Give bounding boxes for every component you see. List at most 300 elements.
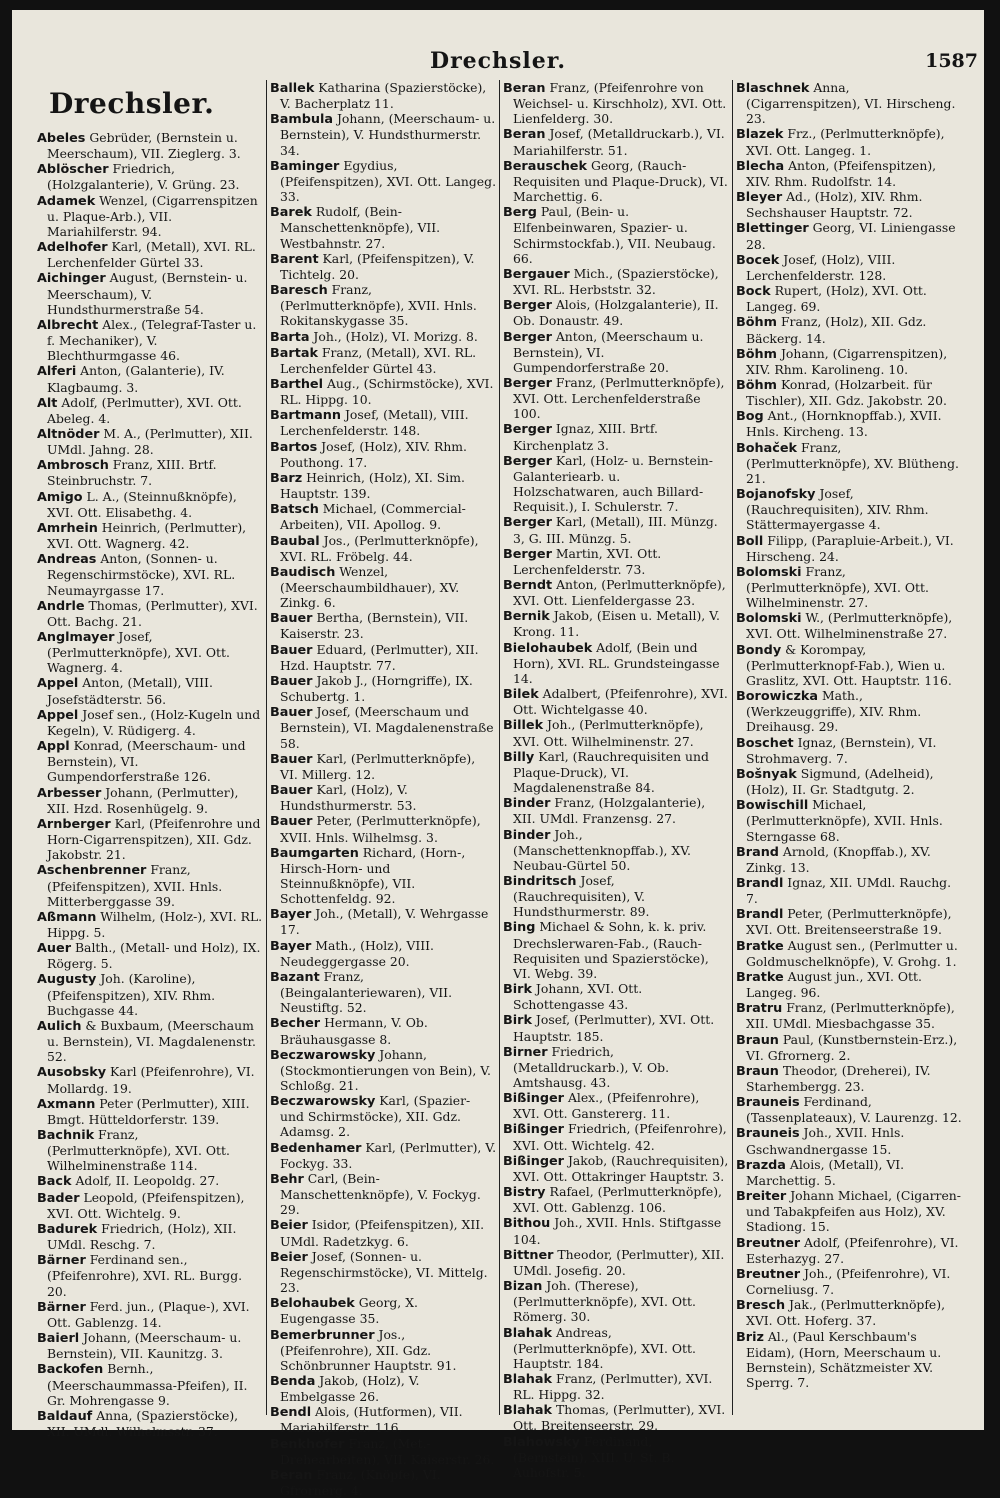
directory-entry (736, 875, 963, 906)
entry-details: Karl, (Metall), XVI. RL. Lerchenfelder Gürtel 33. (47, 239, 256, 271)
entry-details: Anton, (Perlmutterknöpfe), XVI. Ott. Lienfeldergasse 23. (513, 577, 726, 609)
entry-details: Franz, (Perlmutterknöpfe), XVII. Hnls. Rokitanskygasse 35. (280, 282, 477, 329)
directory-entry (270, 906, 496, 937)
entry-name: Boschet (736, 735, 794, 751)
entry-details: Franz, (Pfeifenspitzen), XVII. Hnls. Mitterberggasse 39. (47, 862, 223, 909)
entry-details: Anton, (Pfeifenspitzen), XIV. Rhm. Rudolfstr. 14. (746, 157, 937, 189)
directory-entry (503, 1402, 729, 1433)
directory-entry (270, 782, 496, 813)
entry-details: Johann, (Meerschaum- u. Bernstein), V. Hundsthurmerstr. 34. (280, 111, 496, 158)
directory-entry (270, 1467, 496, 1498)
entry-name: Augusty (37, 972, 97, 988)
entry-name: Bolomski (736, 564, 802, 580)
entry-details: Karl, (Holz), V. Hundsthurmerstr. 53. (280, 782, 417, 814)
entry-name: Brauneis (736, 1126, 800, 1142)
directory-entry (736, 283, 963, 314)
directory-entry (37, 1173, 263, 1189)
entry-name: Bittner (503, 1247, 554, 1263)
directory-entry (503, 1090, 729, 1121)
entry-name: Adamek (37, 193, 96, 209)
directory-entry (270, 845, 496, 907)
entry-name: Bißinger (503, 1091, 564, 1107)
directory-entry (37, 1299, 263, 1330)
entry-name: Berger (503, 546, 552, 562)
directory-entry (37, 629, 263, 675)
directory-entry (503, 126, 729, 157)
entry-details: Joh., (Holz), VI. Morizg. 8. (309, 328, 478, 344)
entry-name: Ballek (270, 81, 315, 96)
directory-entry (37, 738, 263, 784)
directory-entry (270, 813, 496, 844)
directory-entry (270, 111, 496, 157)
entry-name: Blazek (736, 127, 784, 143)
directory-entry (503, 873, 729, 919)
entry-name: Appel (37, 707, 79, 723)
entry-details: Anton, (Sonnen- u. Regenschirmstöcke), XVI. RL. Neumayrgasse 17. (47, 551, 236, 598)
entry-name: Abeles (37, 131, 86, 146)
entry-name: Böhm (736, 377, 777, 393)
directory-entry (270, 610, 496, 641)
entry-details: Arnold, (Knopffab.), XV. Zinkg. 13. (746, 843, 931, 875)
entry-details: Jakob J., (Horngriffe), IX. Schubertg. 1. (280, 672, 473, 705)
entry-name: Aichinger (37, 271, 106, 287)
entry-name: Benkhofer (270, 1436, 345, 1452)
entry-name: Bing (503, 920, 536, 936)
entry-name: Beczwarowsky (270, 1047, 376, 1063)
directory-entry (503, 686, 729, 717)
entry-name: Blahak (503, 1371, 553, 1387)
entry-details: Josef, (Rauchrequisiten), V. Hundsthurmerstr. 89. (513, 872, 650, 920)
entry-name: Appl (37, 739, 70, 755)
directory-entry (503, 546, 729, 577)
entry-name: Bleyer (736, 190, 783, 206)
entry-name: Bärner (37, 1299, 86, 1315)
directory-entry (270, 1171, 496, 1217)
entry-details: Adolf, (Bein und Horn), XVI. RL. Grundsteingasse 14. (513, 639, 720, 686)
entry-details: Joh. (Therese), (Perlmutterknöpfe), XVI. Ott. Römerg. 30. (513, 1278, 696, 1325)
entry-details: Ignaz, XIII. Brtf. Kirchenplatz 3. (513, 421, 658, 453)
entry-name: Aßmann (37, 909, 97, 925)
entry-details: Ignaz, (Bernstein), VI. Strohmaverg. 7. (746, 734, 937, 766)
directory-entry (736, 688, 963, 734)
directory-entry (503, 1371, 729, 1402)
directory-entry (503, 1434, 729, 1480)
directory-entry (503, 158, 729, 204)
entry-name: Altnöder (37, 426, 100, 442)
entry-name: Ambrosch (37, 458, 109, 474)
entry-details: Johann Michael, (Cigarren- und Tabakpfeifen aus Holz), XV. Stadiong. 15. (746, 1188, 961, 1235)
directory-entry (503, 1278, 729, 1324)
directory-entry (37, 909, 263, 940)
entry-details: Karl, (Perlmutter), V. Fockyg. 33. (280, 1139, 497, 1171)
entry-name: Bambula (270, 112, 334, 128)
directory-entry (37, 940, 263, 971)
entry-name: Binder (503, 827, 551, 843)
entry-details: Konrad, (Meerschaum- und Bernstein), VI. Gumpendorferstraße 126. (47, 738, 246, 785)
entry-name: Blahowsky (503, 1434, 580, 1450)
entry-name: Bilek (503, 687, 539, 703)
directory-entry (37, 239, 263, 270)
entry-details: Josef sen., (Holz-Kugeln und Kegeln), V. Rüdigerg. 4. (47, 706, 261, 738)
columns (34, 80, 976, 1498)
entry-name: Brazda (736, 1157, 786, 1173)
directory-entry (270, 158, 496, 204)
entry-details: Josef, (Sonnen- u. Regenschirmstöcke), VI. Mittelg. 23. (280, 1248, 488, 1296)
directory-entry (37, 1096, 263, 1127)
entry-details: Jos., (Perlmutterknöpfe), XVI. RL. Fröbelg. 44. (280, 532, 479, 564)
directory-entry (37, 489, 263, 520)
directory-entry (270, 439, 496, 470)
entry-name: Blahak (503, 1403, 553, 1419)
entry-details: Franz, (Perlmutter), XVI. RL. Hippg. 32. (513, 1370, 713, 1403)
directory-entry (37, 457, 263, 488)
entry-details: Rupert, (Holz), XVI. Ott. Langeg. 69. (746, 283, 927, 315)
column-4 (733, 80, 966, 1415)
directory-entry (37, 363, 263, 394)
column-3 (500, 80, 733, 1480)
directory-entry (270, 1327, 496, 1373)
entry-name: Blahak (503, 1325, 553, 1341)
entry-details: Joh., (Perlmutterknöpfe), XVI. Ott. Wilhelminenstr. 27. (513, 717, 704, 749)
entry-name: Berauschek (503, 158, 587, 174)
directory-entry (270, 642, 496, 673)
entry-details: Jak., (Perlmutterknöpfe), XVI. Ott. Hoferg. 37. (746, 1297, 946, 1329)
directory-entry (503, 827, 729, 873)
entry-name: Barz (270, 470, 303, 486)
entry-name: Bojanofsky (736, 487, 816, 503)
entry-name: Brand (736, 844, 779, 860)
entry-name: Ausobsky (37, 1065, 107, 1081)
directory-entry (270, 704, 496, 750)
entry-name: Adelhofer (37, 240, 108, 256)
directory-entry (503, 453, 729, 515)
entry-details: August jun., XVI. Ott. Langeg. 96. (746, 968, 922, 1001)
entry-details: Georg, X. Eugengasse 35. (280, 1295, 418, 1327)
page-number: 1587 (925, 50, 978, 72)
directory-entry (270, 1373, 496, 1404)
directory-entry (270, 969, 496, 1015)
directory-entry (503, 1153, 729, 1184)
directory-entry (270, 204, 496, 250)
entry-details: Eduard, (Perlmutter), XII. Hzd. Hauptstr. 77. (280, 641, 479, 673)
entry-name: Brandl (736, 875, 784, 891)
entry-details: Franz, (Perlmutterknöpfe), XV. Blüthеng. 21. (746, 439, 959, 486)
entry-details: Hermann, V. Ob. Bräuhausgasse 8. (280, 1015, 428, 1047)
entry-details: Johann, (Stockmontierungen von Bein), V. Schloßg. 21. (280, 1046, 491, 1093)
entry-name: Boll (736, 533, 764, 549)
entry-name: Bauer (270, 783, 313, 799)
directory-entry (37, 785, 263, 816)
directory-page (12, 10, 984, 1498)
entry-name: Badurek (37, 1221, 98, 1237)
entry-name: Böhm (736, 346, 777, 362)
entry-name: Breutner (736, 1235, 801, 1251)
page-header (12, 48, 984, 78)
directory-entry (503, 1184, 729, 1215)
entry-details: Adalbert, (Pfeifenrohre), XVI. Ott. Wichtelgasse 40. (513, 686, 728, 718)
entry-details: Frz., (Perlmutterknöpfe), XVI. Ott. Langeg. 1. (746, 126, 945, 158)
directory-entry (503, 717, 729, 748)
entry-name: Bock (736, 284, 771, 300)
entry-name: Bauer (270, 611, 313, 627)
entry-name: Berger (503, 515, 552, 531)
entry-details: Carl, (Bein-Manschettenknöpfe), V. Fockyg. 29. (280, 1170, 481, 1218)
directory-entry (736, 189, 963, 220)
entry-name: Bauer (270, 705, 313, 721)
directory-entry (503, 640, 729, 686)
entry-details: Josef, (Metall), VIII. Lerchenfelderstr. 148. (280, 407, 469, 439)
directory-entry (37, 707, 263, 738)
entry-details: Balth., (Metall- und Holz), IX. Rögerg. 5. (47, 940, 261, 972)
entry-details: Karl, (Pfeifenrohre und Horn-Cigarrenspitzen), XII. Gdz. Jakobstr. 21. (47, 815, 261, 863)
entry-details: Al., (Paul Kerschbaum's Eidam), (Horn, Meerschaum u. Bernstein), Schätzmeister XV. Sperrg. 7. (746, 1328, 942, 1390)
directory-entry (37, 193, 263, 239)
entry-details: Joh., XVII. Hnls. Gschwandnergasse 15. (746, 1125, 905, 1157)
entry-name: Breiter (736, 1189, 787, 1205)
directory-entry (270, 533, 496, 564)
directory-entry (503, 80, 729, 126)
running-title: Drechsler. (429, 48, 567, 74)
entry-details: Josef, (Meerschaum und Bernstein), VI. Magdalenenstraße 58. (280, 704, 494, 751)
directory-entry (503, 919, 729, 981)
directory-entry (270, 1015, 496, 1046)
entry-details: Karl, (Perlmutterknöpfe), VI. Millerg. 12. (280, 750, 476, 782)
directory-entry (270, 564, 496, 610)
entry-details: Sigmund, (Adelheid), (Holz), II. Gr. Stadtgutg. 2. (746, 765, 934, 798)
entry-details: Rudolf, (Bein-Manschettenknöpfe), VII. Westbahnstr. 27. (280, 204, 441, 251)
entry-details: Filipp, (Parapluie-Arbeit.), VI. Hirscheng. 24. (746, 532, 954, 564)
directory-entry (37, 161, 263, 192)
directory-entry (736, 844, 963, 875)
entry-details: Jakob, (Holz), V. Embelgasse 26. (280, 1372, 420, 1405)
entry-details: Josef, (Rauchrequisiten), XIV. Rhm. Stättermayergasse 4. (746, 486, 929, 533)
directory-entry (736, 486, 963, 532)
entry-details: L. A., (Steinnußknöpfe), XVI. Ott. Elisabethg. 4. (47, 488, 237, 520)
directory-entry (270, 80, 496, 111)
entry-details: Alois, (Holzgalanterie), II. Ob. Donaustr. 49. (513, 297, 719, 329)
directory-entry (270, 501, 496, 532)
entry-name: Brandl (736, 907, 784, 923)
entry-name: Barta (270, 329, 310, 345)
entry-name: Briz (736, 1329, 764, 1345)
entry-name: Bayer (270, 938, 312, 954)
directory-entry (736, 1157, 963, 1188)
entry-name: Bocek (736, 252, 780, 268)
directory-entry (503, 577, 729, 608)
directory-entry (736, 938, 963, 969)
entry-name: Bresch (736, 1298, 786, 1314)
entry-name: Beran (503, 81, 546, 96)
entry-details: Franz, (Perlmutterknöpfe), XVI. Ott. Wilhelminenstraße 114. (47, 1127, 230, 1174)
entry-name: Beran (270, 1467, 313, 1483)
entry-name: Braun (736, 1063, 779, 1079)
entry-name: Bowischill (736, 798, 809, 814)
column-1 (34, 80, 267, 1439)
entry-details: Franz, (Metall), XVI. RL. Lerchenfelder Gürtel 43. (280, 344, 477, 376)
entry-details: Johann, XVI. Ott. Schottengasse 43. (513, 981, 643, 1013)
directory-entry (503, 1325, 729, 1371)
entry-name: Arnberger (37, 816, 111, 832)
entry-name: Bizan (503, 1279, 543, 1295)
entry-details: Paul, (Bein- u. Elfenbeinwaren, Spazier- u. Schirmstockfab.), VII. Neubaug. 66. (513, 204, 716, 266)
directory-entry (270, 329, 496, 345)
entry-name: Brauneis (736, 1095, 800, 1111)
directory-entry (37, 317, 263, 363)
entry-name: Alt (37, 395, 58, 411)
entry-name: Braun (736, 1032, 779, 1048)
directory-entry (37, 816, 263, 862)
directory-entry (736, 735, 963, 766)
entry-details: Alex., (Telegraf-Taster u. f. Mechaniker), V. Blechthurmgasse 46. (47, 316, 257, 364)
directory-entry (37, 598, 263, 629)
entry-details: Wenzel, (Cigarrenspitzen u. Plaque-Arb.), VII. Mariahilferstr. 94. (47, 192, 258, 239)
directory-entry (736, 377, 963, 408)
directory-entry (37, 426, 263, 457)
entry-name: Berger (503, 422, 552, 438)
directory-entry (270, 1436, 496, 1467)
directory-entry (736, 126, 963, 157)
entry-details: Jos., (Pfeifenrohre), XII. Gdz. Schönbrunner Hauptstr. 91. (280, 1326, 457, 1373)
entry-name: Bog (736, 409, 764, 425)
entry-details: Bernh., (Meerschaummassa-Pfeifen), II. Gr. Mohrengasse 9. (47, 1361, 248, 1408)
directory-entry (503, 608, 729, 639)
directory-entry (503, 1044, 729, 1090)
entry-details: Andreas, (Perlmutterknöpfe), XVI. Ott. Hauptstr. 184. (513, 1324, 696, 1371)
entry-details: Math., (Holz), VIII. Neudeggergasse 20. (280, 937, 434, 969)
directory-entry (270, 673, 496, 704)
entry-name: Berger (503, 298, 552, 314)
entry-details: Konrad, (Holzarbeit. für Tischler), XII. Gdz. Jakobstr. 20. (746, 376, 947, 409)
entry-details: Alex., (Pfeifenrohre), XVI. Ott. Ganstererg. 11. (513, 1090, 700, 1122)
directory-entry (736, 1235, 963, 1266)
entry-details: Alois, (Metall), VI. Marchettig. 5. (746, 1156, 905, 1188)
entry-details: Heinrich, (Holz), XI. Sim. Hauptstr. 139. (280, 469, 465, 502)
entry-name: Behr (270, 1171, 304, 1187)
entry-details: Joh. (Karoline), (Pfeifenspitzen), XIV. Rhm. Buchgasse 44. (47, 971, 216, 1018)
directory-entry (37, 1064, 263, 1095)
entry-name: Belohaubek (270, 1296, 355, 1312)
entry-details: Anna, (Cigarrenspitzen), VI. Hirscheng. 23. (746, 80, 956, 127)
entry-details: Franz, XIII. Brtf. Steinbruchstr. 7. (47, 457, 217, 489)
directory-entry (503, 266, 729, 297)
directory-entry (37, 1252, 263, 1298)
directory-entry (736, 440, 963, 486)
directory-entry (270, 938, 496, 969)
entry-name: Baumgarten (270, 845, 359, 861)
entry-details: Michael, (Perlmutterknöpfe), XVII. Hnls. Sterngasse 68. (746, 797, 943, 844)
directory-entry (270, 407, 496, 438)
column-2 (267, 80, 500, 1498)
entry-name: Batsch (270, 502, 319, 518)
entry-name: Bärner (37, 1253, 86, 1269)
entry-name: Bemerbrunner (270, 1327, 375, 1343)
entry-name: Barek (270, 205, 312, 221)
entry-details: Friedrich, (Holzgalanterie), V. Grüng. 23. (47, 161, 240, 193)
entry-details: Friedrich, (Metalldruckarb.), V. Ob. Amtshausg. 43. (513, 1043, 670, 1090)
directory-entry (503, 1012, 729, 1043)
entry-details: Joh., XVII. Hnls. Stiftgasse 104. (513, 1215, 722, 1247)
entry-name: Alferi (37, 364, 77, 380)
entry-name: Backofen (37, 1362, 104, 1378)
entry-name: Bayer (270, 907, 312, 923)
entry-details: Mich., (Spazierstöcke), XVI. RL. Herbststr. 32. (513, 265, 719, 298)
entry-details: Friedrich, (Pfeifenrohre), XVI. Ott. Wichtelg. 42. (513, 1121, 727, 1153)
directory-entry (270, 345, 496, 376)
directory-entry (503, 421, 729, 452)
entry-name: Bißinger (503, 1153, 564, 1169)
entry-name: Auer (37, 941, 72, 957)
directory-entry (736, 158, 963, 189)
entry-details: Karl, (Holz- u. Bernstein-Galanteriearb. u. Holzschatwaren, auch Billard-Requisit.), I. Schulerstr. 7. (513, 452, 713, 515)
entry-name: Birk (503, 982, 532, 998)
entry-name: Benda (270, 1373, 316, 1389)
entry-name: Bißinger (503, 1122, 564, 1138)
entry-name: Bolomski (736, 611, 802, 627)
entry-name: Bartak (270, 345, 318, 361)
entry-details: Isidor, (Pfeifenspitzen), XII. UMdl. Radetzkyg. 6. (280, 1217, 485, 1249)
entry-name: Birner (503, 1044, 548, 1060)
entry-details: M. A., (Perlmutter), XII. UMdl. Jahng. 28. (47, 425, 253, 458)
directory-entry (736, 80, 963, 126)
entry-name: Bachnik (37, 1128, 95, 1143)
entry-name: Ablöscher (37, 162, 109, 178)
directory-entry (270, 1093, 496, 1139)
entry-details: Adolf, (Perlmutter), XVI. Ott. Abeleg. 4. (47, 394, 242, 426)
directory-entry (37, 971, 263, 1017)
directory-entry (37, 520, 263, 551)
entry-details: Aug., (Schirmstöcke), XVI. RL. Hippg. 10. (280, 375, 494, 408)
entry-name: Bendl (270, 1405, 312, 1421)
entry-details: Karl, (Pfeifenspitzen), V. Tichtelg. 20. (280, 250, 475, 282)
entry-details: & Korompay, (Perlmutterknopf-Fab.), Wien u. Graslitz, XVI. Ott. Hauptstr. 116. (746, 641, 952, 688)
directory-entry (736, 1094, 963, 1125)
entry-name: Baminger (270, 158, 340, 174)
entry-name: Billy (503, 749, 535, 765)
entry-name: Bartos (270, 439, 318, 455)
entry-details: Karl, (Rauchrequisiten und Plaque-Druck), VI. Magdalenenstraße 84. (513, 748, 709, 796)
entry-details: Jakob, (Eisen u. Metall), V. Krong. 11. (513, 608, 720, 640)
entry-name: Böhm (736, 315, 777, 331)
entry-details: Egydius, (Pfeifenspitzen), XVI. Ott. Langeg. 33. (280, 157, 497, 205)
entry-details: Franz, (Pfeifenrohre von Weichsel- u. Kirschholz), XVI. Ott. Lienfelderg. 30. (513, 80, 727, 127)
directory-entry (270, 470, 496, 501)
entry-details: Joh., (Metall), V. Wehrgasse 17. (280, 906, 489, 938)
entry-details: Leopold, (Pfeifenspitzen), XVI. Ott. Wichtelg. 9. (47, 1189, 245, 1221)
directory-entry (37, 130, 263, 161)
entry-details: Georg, (Rauch-Requisiten und Plaque-Druck), VI. Marchettig. 6. (513, 157, 728, 205)
entry-details: Peter, (Perlmutterknöpfe), XVII. Hnls. Wilhelmsg. 3. (280, 813, 481, 845)
entry-details: Johann, (Cigarrenspitzen), XIV. Rhm. Karolineng. 10. (746, 345, 948, 377)
directory-entry (736, 408, 963, 439)
entry-name: Barthel (270, 376, 323, 392)
directory-entry (270, 376, 496, 407)
directory-entry (37, 1408, 263, 1439)
directory-entry (736, 766, 963, 797)
directory-entry (503, 981, 729, 1012)
entry-name: Bohaček (736, 440, 798, 456)
entry-name: Bratru (736, 1001, 783, 1017)
directory-entry (736, 610, 963, 641)
directory-entry (736, 797, 963, 843)
entry-name: Bauer (270, 751, 313, 767)
entry-name: Breutner (736, 1266, 801, 1282)
entry-name: Axmann (37, 1096, 96, 1112)
entry-name: Anglmayer (37, 630, 115, 645)
directory-entry (736, 1000, 963, 1031)
entry-name: Aulich (37, 1018, 82, 1034)
entry-name: Bedenhamer (270, 1140, 362, 1156)
entry-name: Bazant (270, 969, 320, 985)
